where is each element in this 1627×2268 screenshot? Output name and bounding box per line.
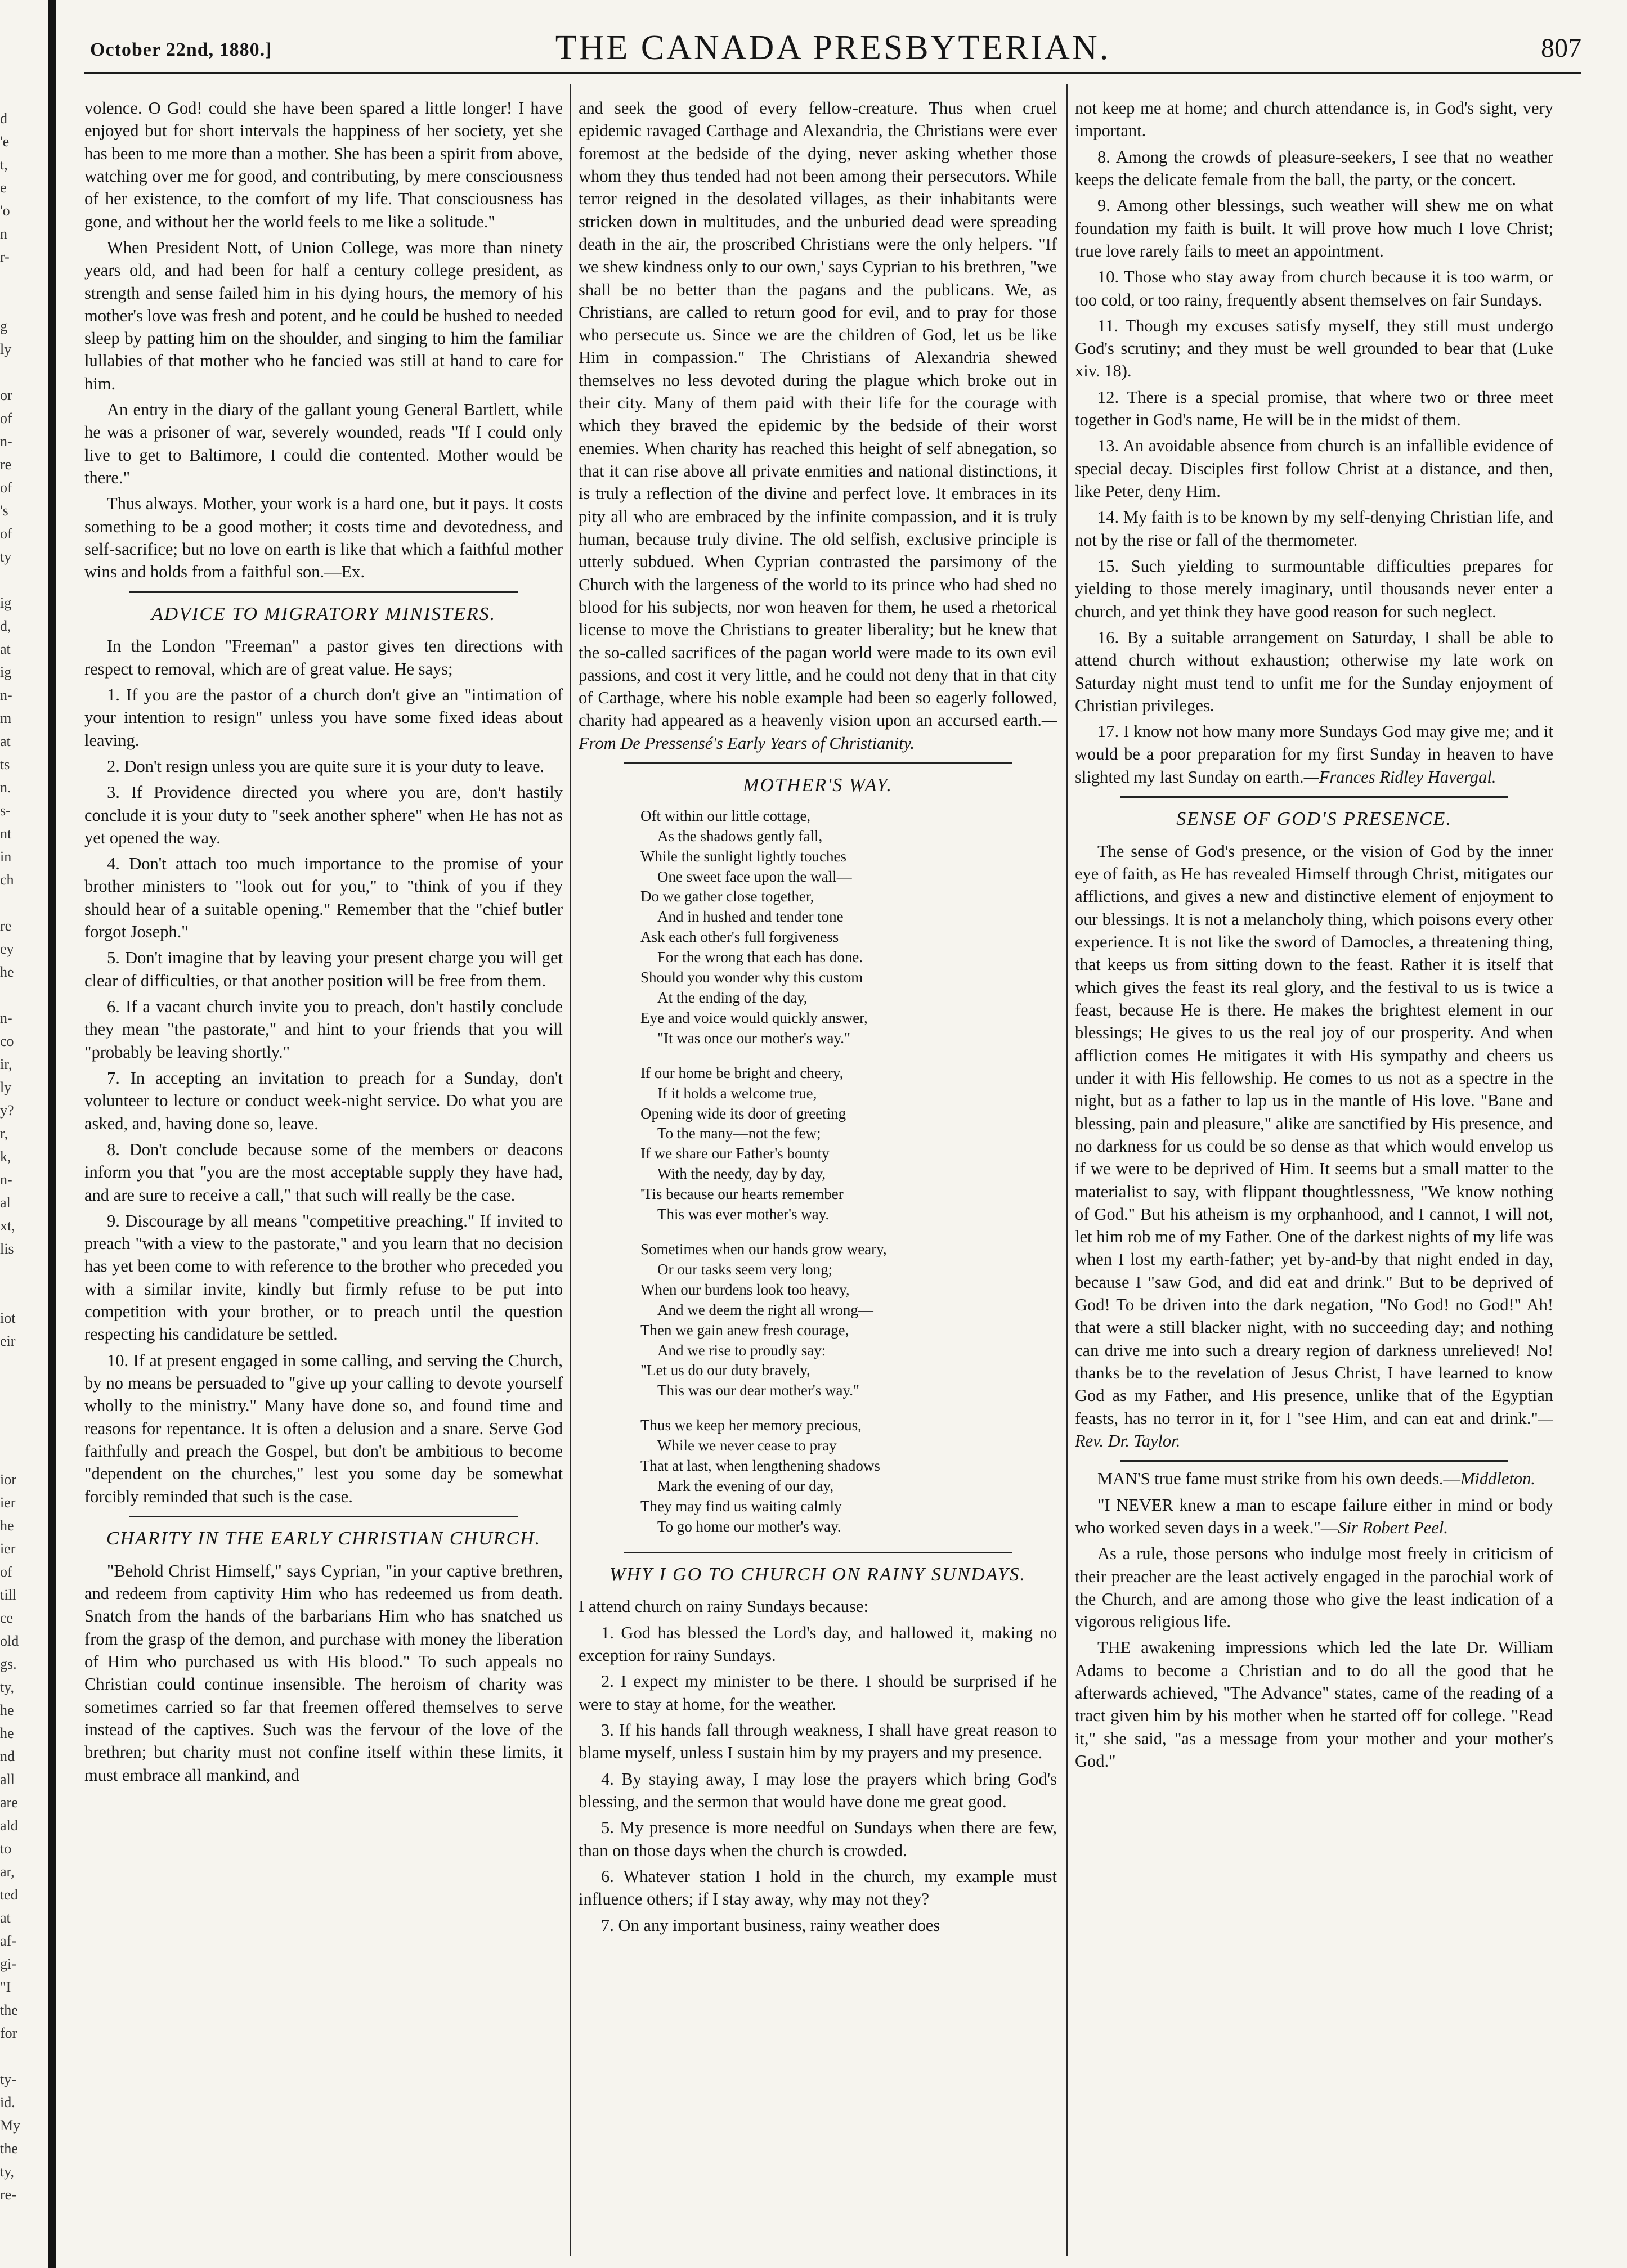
offcut-fragment: My xyxy=(0,2117,21,2134)
poem-line: While the sunlight lightly touches xyxy=(640,847,846,865)
offcut-fragment: ey xyxy=(0,941,14,957)
offcut-fragment: lis xyxy=(0,1241,14,1257)
list-item: 14. My faith is to be known by my self-denying Christian life, and not by the rise or fall of the thermometer. xyxy=(1075,508,1553,550)
poem-line: If it holds a welcome true, xyxy=(657,1084,817,1102)
list-item-text: 17. I know not how many more Sundays God may give me; and it would be a poor preparation for my first Sunday in heaven to have slighted my last Sunday on earth. xyxy=(1075,722,1553,787)
poem-line: Mark the evening of our day, xyxy=(657,1477,834,1494)
poem-line: As the shadows gently fall, xyxy=(657,827,823,845)
poem-line: For the wrong that each has done. xyxy=(657,949,863,966)
article-heading: WHY I GO TO CHURCH ON RAINY SUNDAYS. xyxy=(609,1564,1027,1585)
offcut-fragment: ty, xyxy=(0,1679,15,1695)
offcut-fragment: 's xyxy=(0,502,8,519)
list-item: 4. By staying away, I may lose the prayers which bring God's blessing, and the sermon that would have done me great good. xyxy=(579,1769,1057,1811)
offcut-fragment: m xyxy=(0,710,12,726)
offcut-fragment xyxy=(0,1422,34,1445)
offcut-fragment: n. xyxy=(0,779,11,796)
offcut-fragment: ier xyxy=(0,1541,16,1557)
offcut-fragment: n- xyxy=(0,687,12,703)
column-1 xyxy=(84,97,563,2246)
list-item: 10. If at present engaged in some calling, and serving the Church, by no means be persuaded to "give up your calling to devote yourself wholly to the ministry." Many have done so, and found time and reasons for repentance. It is often a delusion and a snare. Serve God faithfully and preach the Gospel, but don't be ambitious to become "dependent on the churches," lest you some day be somewhat forcibly reminded that such is the case. xyxy=(84,1350,563,1506)
column-2 xyxy=(579,97,1057,2246)
poem-line: Opening wide its door of greeting xyxy=(640,1104,846,1122)
poem-stanza xyxy=(640,1063,1057,1225)
offcut-fragment: n xyxy=(0,226,7,242)
poem-line: 'Tis because our hearts remember xyxy=(640,1185,844,1203)
paragraph: THE awakening impressions which led the late Dr. William Adams to become a Christian and to do all the good that he afterwards achieved, "The Advance" states, came of the reading of a tract given him by his mother when he started off for college. "Read it," she said, "as a message from your mother and your mother's God." xyxy=(1075,1638,1553,1771)
offcut-fragment: ted xyxy=(0,1887,18,1903)
poem-line: One sweet face upon the wall— xyxy=(657,868,852,885)
offcut-fragment: ts xyxy=(0,756,10,773)
offcut-fragment xyxy=(0,361,34,384)
section-rule xyxy=(624,1552,1012,1553)
paragraph: As a rule, those persons who indulge most freely in criticism of their preacher are the least actively engaged in the parochial work of the Church, and are among those who give the least indication of a vigorous religious life. xyxy=(1075,1544,1553,1632)
offcut-fragment: eir xyxy=(0,1333,16,1349)
attribution: —From De Pressensé's Early Years of Christianity. xyxy=(579,711,1057,753)
paragraph: When President Nott, of Union College, was more than ninety years old, and had been for half a century college president, as strength and sense failed him in his dying hours, the memory of his mother's love was fresh and potent, and he could be hushed to needed sleep by patting him on the shoulder, and singing to him the familiar lullabies of that mother who he fancied was still at hand to care for him. xyxy=(84,237,563,393)
offcut-fragment: ch xyxy=(0,872,14,888)
list-item: 3. If his hands fall through weakness, I shall have great reason to blame myself, unless I sustain him by my prayers and my presence. xyxy=(579,1721,1057,1763)
poem-stanza xyxy=(640,806,1057,1049)
offcut-fragment xyxy=(0,891,34,914)
offcut-fragment: ig xyxy=(0,595,12,611)
offcut-fragment: at xyxy=(0,733,11,749)
offcut-fragment: k, xyxy=(0,1148,11,1165)
article-heading: SENSE OF GOD'S PRESENCE. xyxy=(1176,809,1452,830)
offcut-fragment: to xyxy=(0,1840,12,1857)
offcut-fragment: in xyxy=(0,848,12,865)
list-item xyxy=(1075,720,1553,788)
list-item: 11. Though my excuses satisfy myself, they still must undergo God's scrutiny; and they must be well grounded to bear that (Luke xiv. 18). xyxy=(1075,316,1553,381)
section-rule xyxy=(1120,796,1508,798)
poem-line: Or our tasks seem very long; xyxy=(657,1260,833,1278)
offcut-fragment: ly xyxy=(0,1079,12,1095)
offcut-fragment: he xyxy=(0,1517,14,1534)
poem-stanza xyxy=(640,1239,1057,1401)
offcut-fragment: gi- xyxy=(0,1956,16,1972)
offcut-fragment: he xyxy=(0,964,14,980)
offcut-fragment: the xyxy=(0,2140,18,2157)
offcut-fragment: id. xyxy=(0,2094,15,2110)
offcut-fragment xyxy=(0,291,34,315)
column-rule-2 xyxy=(1066,84,1068,2256)
list-item: 6. If a vacant church invite you to preach, don't hastily conclude they mean "the pastorate," and hint to your friends that you will "probably be leaving shortly." xyxy=(84,997,563,1062)
poem-line: Sometimes when our hands grow weary, xyxy=(640,1240,887,1257)
list-item: 15. Such yielding to surmountable difficulties prepares for yielding to those merely imaginary, until thousands never enter a church, and yet think they have good reason for such neglect. xyxy=(1075,556,1553,621)
section-rule xyxy=(1120,1460,1508,1462)
poem-line: Do we gather close together, xyxy=(640,888,814,905)
poem-title: MOTHER'S WAY. xyxy=(743,775,893,796)
offcut-fragment: ar, xyxy=(0,1863,15,1880)
list-item: 5. My presence is more needful on Sundays when there are few, than on those days when the church is crowded. xyxy=(579,1818,1057,1860)
poem-line: If we share our Father's bounty xyxy=(640,1145,830,1162)
offcut-fragment: ir, xyxy=(0,1056,12,1072)
poem-line: To the many—not the few; xyxy=(657,1125,821,1142)
binding-edge xyxy=(48,0,56,2268)
offcut-fragment: n- xyxy=(0,433,12,450)
offcut-fragment: or xyxy=(0,387,12,403)
offcut-fragment: al xyxy=(0,1194,11,1211)
list-item: 13. An avoidable absence from church is an infallible evidence of special decay. Disciples first follow Christ at a distance, and then, like Peter, deny Him. xyxy=(1075,436,1553,501)
offcut-fragment: n- xyxy=(0,1010,12,1026)
poem-line: Should you wonder why this custom xyxy=(640,969,863,986)
column-rule-1 xyxy=(570,84,571,2256)
list-item: 9. Among other blessings, such weather will shew me on what foundation my faith is built. It will prove how much I love Christ; true love rarely fails to meet an appointment. xyxy=(1075,196,1553,261)
list-item: 8. Don't conclude because some of the members or deacons inform you that "you are the most acceptable supply they have had, and are sure to receive a call," that such will really be the case. xyxy=(84,1139,563,1205)
poem-line: At the ending of the day, xyxy=(657,989,808,1007)
list-item: 7. In accepting an invitation to preach for a Sunday, don't volunteer to lecture or conduct week-night service. Do what you are asked, and, having done so, leave. xyxy=(84,1068,563,1133)
list-item: 8. Among the crowds of pleasure-seekers, I see that no weather keeps the delicate female from the ball, the party, or the concert. xyxy=(1075,147,1553,189)
offcut-fragment: af- xyxy=(0,1933,16,1949)
paragraph: volence. O God! could she have been spared a little longer! I have enjoyed but for short intervals the happiness of her society, yet she has been to me more than a mother. She has been a spirit from above, watching over me for good, and contributing, by mere consciousness of her existence, to the comfort of my life. That consciousness has gone, and without her the world feels to me like a solitude." xyxy=(84,98,563,231)
poem-line: And in hushed and tender tone xyxy=(657,908,844,926)
list-item: 2. Don't resign unless you are quite sure it is your duty to leave. xyxy=(107,756,545,776)
issue-date: October 22nd, 1880.] xyxy=(90,39,272,60)
header-rule xyxy=(84,72,1581,74)
offcut-fragment: of xyxy=(0,410,12,426)
poem-line: This was our dear mother's way." xyxy=(657,1382,860,1399)
offcut-fragment: old xyxy=(0,1633,19,1649)
offcut-fragment: ly xyxy=(0,341,12,357)
adjacent-page-offcut xyxy=(0,107,34,2206)
list-item: not keep me at home; and church attendance is, in God's sight, very important. xyxy=(1075,98,1553,141)
offcut-fragment: e xyxy=(0,179,7,196)
list-item: 16. By a suitable arrangement on Saturday, I shall be able to attend church without exhaustion; otherwise my late work on Saturday night must tend to unfit me for the Sunday enjoyment of Christian privileges. xyxy=(1075,627,1553,715)
poem-line: And we deem the right all wrong— xyxy=(657,1301,873,1318)
offcut-fragment xyxy=(0,1445,34,1468)
offcut-fragment: of xyxy=(0,526,12,542)
poem-line: They may find us waiting calmly xyxy=(640,1497,842,1515)
article-heading: CHARITY IN THE EARLY CHRISTIAN CHURCH. xyxy=(106,1528,541,1549)
offcut-fragment: he xyxy=(0,1725,14,1741)
section-rule xyxy=(129,1516,518,1517)
article-heading: ADVICE TO MIGRATORY MINISTERS. xyxy=(151,603,496,625)
offcut-fragment: for xyxy=(0,2025,17,2041)
paragraph: An entry in the diary of the gallant young General Bartlett, while he was a prisoner of war, severely wounded, reads "If I could only live to get to Baltimore, I could die contented. Mother would be there." xyxy=(84,400,563,487)
list-item: 1. If you are the pastor of a church don't give an "intimation of your intention to resign" unless you have some fixed ideas about leaving. xyxy=(84,685,563,750)
paragraph-text: and seek the good of every fellow-creature. Thus when cruel epidemic ravaged Carthage and Alexandria, the Christians were ever foremost at the bedside of the dying, never asking whether those whom they thus tended had not been among their persecutors. While terror reigned in the desolated villages, as their inhabitants were stricken down in multitudes, and the unburied dead were spreading death in the air, the proscribed Christians were the only helpers. "If we shew kindness only to our own,' says Cyprian to his brethren, "we shall be no better than the pagans and the publicans. We, as Christians, are called to return good for evil, and to pray for those who persecute us. Since we are the children of God, let us be like Him in compassion." The Christians of Alexandria shewed themselves no less devoted during the plague which broke out in their city. Many of them paid with their life for the courage with which they braved the epidemic by the bedside of their worst enemies. When charity has reached this height of self abnegation, so that it can rise above all private enmities and national distinctions, it is truly a reflection of the divine and perfect love. It embraces in its pity all who are embraced by the infinite compassion, and it is truly human, because truly divine. The old selfish, exclusive principle is utterly subdued. When Cyprian contrasted the parsimony of the Church with the largeness of the world to its prince who had shed no blood for his subjects, nor won heaven for them, he used a rhetorical license to move the Christians to greater liberality; but he knew that the so-called sacrifices of the pagan world were made to its own evil passions, and cost it very little, and he could not deny that in that city of Carthage, where his noble example had been so eagerly followed, charity had appeared as a heavenly vision upon an accursed earth. xyxy=(579,98,1057,730)
page-number: 807 xyxy=(1541,33,1581,63)
attribution: Middleton. xyxy=(1460,1469,1536,1489)
offcut-fragment: 'e xyxy=(0,133,10,150)
poem-line: Eye and voice would quickly answer, xyxy=(640,1009,868,1026)
offcut-fragment: nt xyxy=(0,825,12,842)
paragraph-text: MAN'S true fame must strike from his own deeds.— xyxy=(1097,1469,1461,1489)
list-item: 2. I expect my minister to be there. I should be surprised if he were to stay at home, for the weather. xyxy=(579,1672,1057,1714)
paragraph xyxy=(1075,1467,1553,1490)
offcut-fragment: ty- xyxy=(0,2071,16,2087)
offcut-fragment: nd xyxy=(0,1748,15,1764)
offcut-fragment: are xyxy=(0,1794,18,1811)
poem-line: Then we gain anew fresh courage, xyxy=(640,1321,849,1339)
offcut-fragment: co xyxy=(0,1033,14,1049)
list-item: 7. On any important business, rainy weather does xyxy=(601,1915,940,1935)
offcut-fragment: ty xyxy=(0,549,12,565)
offcut-fragment: d xyxy=(0,110,7,127)
offcut-fragment xyxy=(0,983,34,1007)
list-item: 1. God has blessed the Lord's day, and hallowed it, making no exception for rainy Sundays. xyxy=(579,1623,1057,1665)
poem xyxy=(640,806,1057,1537)
offcut-fragment: ce xyxy=(0,1610,14,1626)
offcut-fragment xyxy=(0,568,34,591)
offcut-fragment xyxy=(0,1283,34,1306)
offcut-fragment: of xyxy=(0,479,12,496)
section-rule xyxy=(129,591,518,593)
offcut-fragment: r, xyxy=(0,1125,8,1142)
poem-line: With the needy, day by day, xyxy=(657,1165,826,1183)
attribution: —Rev. Dr. Taylor. xyxy=(1075,1408,1553,1450)
offcut-fragment: of xyxy=(0,1564,12,1580)
attribution: —Frances Ridley Havergal. xyxy=(1303,767,1496,787)
offcut-fragment: till xyxy=(0,1587,16,1603)
list-item: 9. Discourage by all means "competitive preaching." If invited to preach "with a view to the pastorate," and you learn that no decision has yet been come to with reference to the brother who preceded you with a similar invite, kindly but firmly refuse to be put into competition with your brother, or to preach until the question respecting his candidature be settled. xyxy=(84,1211,563,1344)
offcut-fragment xyxy=(0,1376,34,1399)
paragraph: I attend church on rainy Sundays because: xyxy=(579,1597,868,1616)
list-item: 5. Don't imagine that by leaving your present charge you will get clear of difficulties, or that another position will be free from them. xyxy=(84,948,563,990)
offcut-fragment: at xyxy=(0,1910,11,1926)
poem-line: To go home our mother's way. xyxy=(657,1517,841,1535)
offcut-fragment: g xyxy=(0,318,7,334)
poem-line: While we never cease to pray xyxy=(657,1437,837,1454)
offcut-fragment: at xyxy=(0,641,11,657)
offcut-fragment: re xyxy=(0,456,12,473)
poem-line: "It was once our mother's way." xyxy=(657,1029,851,1047)
paragraph xyxy=(1075,1494,1553,1539)
offcut-fragment: r- xyxy=(0,249,10,265)
offcut-fragment xyxy=(0,1260,34,1283)
masthead-title: THE CANADA PRESBYTERIAN. xyxy=(555,29,1111,67)
offcut-fragment: ig xyxy=(0,664,12,680)
offcut-fragment: n- xyxy=(0,1171,12,1188)
section-rule xyxy=(624,762,1012,764)
offcut-fragment: 'o xyxy=(0,203,10,219)
poem-line: "Let us do our duty bravely, xyxy=(640,1362,810,1379)
offcut-fragment xyxy=(0,268,34,291)
offcut-fragment xyxy=(0,1353,34,1376)
offcut-fragment: "I xyxy=(0,1979,11,1995)
offcut-fragment: t, xyxy=(0,156,8,173)
offcut-fragment: re- xyxy=(0,2186,16,2203)
paragraph: Thus always. Mother, your work is a hard one, but it pays. It costs something to be a good mother; it costs time and devotedness, and self-sacrifice; but no love on earth is like that which a faithful mother wins and holds from a faithful son.—Ex. xyxy=(84,494,563,582)
poem-stanza xyxy=(640,1416,1057,1537)
poem-line: When our burdens look too heavy, xyxy=(640,1281,850,1298)
list-item: 12. There is a special promise, that where two or three meet together in God's name, He will be in the midst of them. xyxy=(1075,387,1553,430)
paragraph-text: "I NEVER knew a man to escape failure either in mind or body who worked seven days in a week."— xyxy=(1075,1495,1553,1537)
poem-line: That at last, when lengthening shadows xyxy=(640,1457,880,1475)
list-item: 4. Don't attach too much importance to the promise of your brother ministers to "look out for you," to "think of you if they should hear of a suitable opening." Remember that the "chief butler forgot Joseph." xyxy=(84,854,563,942)
offcut-fragment: all xyxy=(0,1771,15,1788)
offcut-fragment: he xyxy=(0,1702,14,1718)
column-3 xyxy=(1075,97,1553,2246)
poem-line: If our home be bright and cheery, xyxy=(640,1064,844,1081)
poem-line: Ask each other's full forgiveness xyxy=(640,928,839,946)
poem-line: Thus we keep her memory precious, xyxy=(640,1417,862,1434)
offcut-fragment xyxy=(0,1399,34,1422)
attribution: Sir Robert Peel. xyxy=(1338,1517,1448,1537)
offcut-fragment: iot xyxy=(0,1310,16,1326)
offcut-fragment: xt, xyxy=(0,1218,15,1234)
paragraph: In the London "Freeman" a pastor gives ten directions with respect to removal, which are of great value. He says; xyxy=(84,636,563,679)
poem-line: Oft within our little cottage, xyxy=(640,807,811,824)
paragraph-text: The sense of God's presence, or the vision of God by the inner eye of faith, as He has revealed Himself through Christ, mitigates our afflictions, and gives a new and distinctive element of enjoyment to our blessings. It is not a melancholy thing, which poisons every other experience. It is not like the sword of Damocles, a threatening thing, that keeps us from sitting down to the feast. Rather it is itself that which gives the feast its real glory, and the festival to us is twice a feast, because He is there. He makes the brightest element in our blessings; He gives to us the real joy of our prosperity. And when affliction comes He mitigates it with His sympathy and cheers us under it with His fellowship. He comes to us not as a spectre in the night, but as a father to lap us in the mantle of His love. "Bane and blessing, pain and pleasure," alike are sanctified by His presence, and no darkness for us could be so dense as that which would envelop us if we were to be deprived of Him. It seems but a small matter to the materialist to say, with flippant thoughtlessness, "We know nothing of God." But his atheism is my orphanhood, and I cannot, I will not, let him rob me of my Father. One of the darkest nights of my life was when I lost my earth-father; yet by-and-by that night ended in day, because I "saw God, and did eat and drink." But to be deprived of God! To be driven into the dark negation, "No God! no God!" Ah! that were a still blacker night, with no succeeding day; and nothing can drive me into such a dreary region of darkness unrelieved! No! thanks be to the revelation of Jesus Christ, I have learned to know God as my Father, and His presence, unlike that of the Egyptian feasts, has no terror in it, for I "see Him, and can eat and drink." xyxy=(1075,841,1553,1428)
paragraph xyxy=(579,97,1057,754)
list-item: 3. If Providence directed you where you are, don't hastily conclude it is your duty to "seek another sphere" when He has not as yet opened the way. xyxy=(84,783,563,847)
list-item: 6. Whatever station I hold in the church, my example must influence others; if I stay away, why may not they? xyxy=(579,1866,1057,1909)
paragraph xyxy=(1075,840,1553,1452)
offcut-fragment: ty, xyxy=(0,2163,15,2180)
offcut-fragment: s- xyxy=(0,802,11,819)
list-item: 10. Those who stay away from church because it is too warm, or too cold, or too rainy, frequently absent themselves on fair Sundays. xyxy=(1075,267,1553,309)
paragraph: "Behold Christ Himself," says Cyprian, "in your captive brethren, and redeem from captivity Him who has redeemed us from death. Snatch from the hands of the barbarians Him who has snatched us from the grasp of the demon, and purchase with money the liberation of Him who purchased us with His blood." To such appeals no Christian could continue insensible. The heroism of charity was sometimes carried so far that freemen offered themselves to serve instead of the captives. Such was the fervour of the love of the brethren; but charity must not confine itself within these limits, it must embrace all mankind, and xyxy=(84,1561,563,1785)
offcut-fragment: d, xyxy=(0,618,11,634)
offcut-fragment: gs. xyxy=(0,1656,17,1672)
offcut-fragment: the xyxy=(0,2002,18,2018)
offcut-fragment xyxy=(0,2045,34,2068)
offcut-fragment: ald xyxy=(0,1817,18,1834)
poem-line: And we rise to proudly say: xyxy=(657,1341,826,1359)
poem-line: This was ever mother's way. xyxy=(657,1206,830,1223)
offcut-fragment: y? xyxy=(0,1102,14,1119)
offcut-fragment: ior xyxy=(0,1471,16,1488)
page-header xyxy=(84,28,1581,65)
offcut-fragment: ier xyxy=(0,1494,16,1511)
offcut-fragment: re xyxy=(0,918,12,934)
